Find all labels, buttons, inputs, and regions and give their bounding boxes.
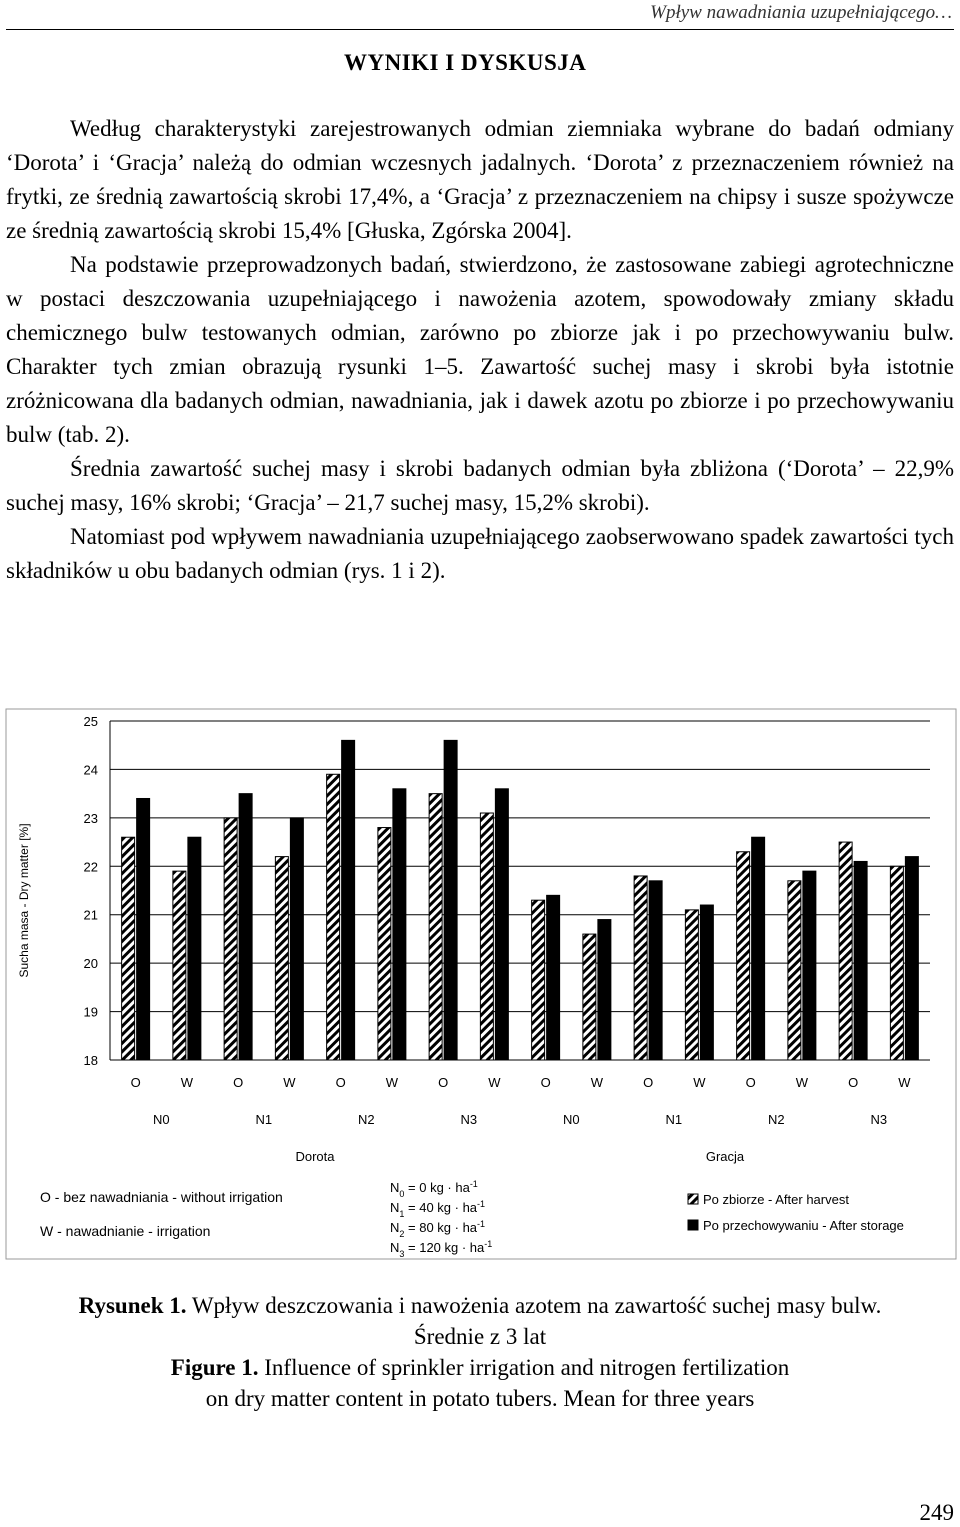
y-tick-label: 18 (83, 1053, 98, 1068)
header-rule (6, 29, 954, 30)
body-text (6, 112, 954, 588)
x-tick-label: W (590, 1075, 604, 1090)
bar-after-storage (495, 789, 508, 1060)
x-tick-label: O (848, 1075, 859, 1090)
x-tick-label: O (233, 1075, 244, 1090)
legend-nitrogen-symbol: N (390, 1220, 400, 1235)
legend-nitrogen-symbol: N (390, 1240, 400, 1255)
x-tick-label: O (438, 1075, 449, 1090)
bar-after-harvest (173, 871, 186, 1060)
caption-english-line-1 (0, 1352, 960, 1383)
bar-after-storage (803, 871, 816, 1060)
x-tick-label: W (795, 1075, 809, 1090)
bar-after-storage (854, 861, 867, 1060)
running-head: Wpływ nawadniania uzupełniającego… (650, 2, 952, 23)
legend-nitrogen-superscript: -1 (477, 1219, 486, 1229)
legend-nitrogen-dose: = 120 kg · ha (404, 1240, 485, 1255)
caption-polish-line-2: Średnie z 3 lat (413, 1324, 547, 1349)
x-tick-label: W (898, 1075, 911, 1090)
x-tick-label: O (643, 1075, 654, 1090)
bar-after-storage (700, 905, 713, 1060)
legend-nitrogen-item (390, 1199, 485, 1219)
legend-nitrogen-dose: = 80 kg · ha (404, 1220, 478, 1235)
nitrogen-group-label: N3 (460, 1112, 478, 1127)
bar-after-harvest (890, 866, 903, 1060)
legend-nitrogen-symbol: N (390, 1200, 400, 1215)
legend-irrigation-item: O - bez nawadniania - without irrigation (40, 1189, 283, 1205)
legend-nitrogen-subscript: 0 (399, 1189, 405, 1199)
bar-after-harvest (634, 876, 647, 1060)
legend-nitrogen-item (390, 1239, 492, 1259)
legend-after-harvest-label: Po zbiorze - After harvest (703, 1192, 849, 1207)
bar-after-harvest (378, 828, 391, 1060)
bar-after-storage (137, 798, 150, 1060)
bar-after-storage (905, 857, 918, 1060)
bar-after-harvest (788, 881, 801, 1060)
nitrogen-group-label: N0 (152, 1112, 170, 1127)
nitrogen-group-label: N2 (357, 1112, 375, 1127)
x-tick-label: O (540, 1075, 551, 1090)
bar-after-harvest (737, 852, 750, 1060)
caption-polish-text: Wpływ deszczowania i nawożenia azotem na zawartość suchej masy bulw. (186, 1293, 882, 1318)
legend-nitrogen-subscript: 1 (399, 1209, 405, 1219)
legend-after-harvest-swatch (688, 1194, 698, 1204)
y-tick-label: 22 (83, 859, 98, 875)
bar-after-storage (188, 837, 201, 1060)
bar-after-harvest (532, 900, 545, 1060)
variety-label: Dorota (295, 1149, 335, 1164)
legend-nitrogen-superscript: -1 (477, 1199, 486, 1209)
x-tick-label: W (180, 1075, 194, 1090)
bar-after-harvest (583, 934, 596, 1060)
legend-nitrogen-dose: = 40 kg · ha (404, 1200, 478, 1215)
y-tick-label: 19 (83, 1004, 98, 1020)
bar-after-storage (342, 740, 355, 1060)
section-title: WYNIKI I DYSKUSJA (344, 50, 587, 75)
caption-english-line-2: on dry matter content in potato tubers. Mean for three years (205, 1386, 755, 1411)
nitrogen-group-label: N1 (255, 1112, 273, 1127)
legend-after-storage-label: Po przechowywaniu - After storage (703, 1218, 904, 1233)
x-tick-label: W (693, 1075, 706, 1090)
bar-after-storage (290, 818, 303, 1060)
bar-after-storage (239, 794, 252, 1060)
legend-nitrogen-superscript: -1 (469, 1179, 478, 1189)
x-tick-label: O (130, 1075, 141, 1090)
legend-after-storage-swatch (688, 1220, 698, 1230)
caption-english-label: Figure 1. (170, 1355, 259, 1380)
variety-label: Gracja (705, 1149, 745, 1164)
paragraph-3: Średnia zawartość suchej masy i skrobi badanych odmian była zbliżona (‘Dorota’ – 22,9% suchej masy, 16% skrobi; ‘Gracja’ – 21,7 suchej masy, 15,2% skrobi). (6, 456, 954, 515)
nitrogen-group-label: N0 (562, 1112, 580, 1127)
dry-matter-chart (0, 705, 960, 1265)
bar-after-storage (393, 789, 406, 1060)
legend-nitrogen-item (390, 1179, 478, 1199)
legend-nitrogen-item (390, 1219, 485, 1239)
y-tick-label: 25 (83, 714, 98, 729)
nitrogen-group-label: N3 (870, 1112, 888, 1127)
legend-nitrogen-subscript: 2 (399, 1229, 405, 1239)
bar-after-harvest (839, 842, 852, 1060)
bar-after-harvest (480, 813, 493, 1060)
bar-after-storage (444, 740, 457, 1060)
legend-irrigation-item: W - nawadnianie - irrigation (40, 1223, 211, 1239)
figure-caption (0, 1290, 960, 1414)
y-tick-label: 23 (83, 810, 98, 826)
bar-after-harvest (327, 774, 340, 1060)
y-tick-label: 20 (83, 956, 98, 972)
legend-nitrogen-superscript: -1 (484, 1239, 493, 1249)
nitrogen-group-label: N1 (665, 1112, 683, 1127)
x-tick-label: W (283, 1075, 296, 1090)
legend-nitrogen-symbol: N (390, 1180, 400, 1195)
paragraph-2: Na podstawie przeprowadzonych badań, stwierdzono, że zastosowane zabiegi agrotechniczne w postaci deszczowania uzupełniającego i nawożenia azotem, spowodowały zmiany składu chemicznego bulw testowanych odmian, zarówno po zbiorze jak i po przechowywaniu bulw. Charakter tych zmian obrazują rysunki 1–5. Zawartość suchej masy i skrobi była istotnie zróżnicowana dla badanych odmian, nawadniania, jak i dawek azotu po zbiorze i po przechowywaniu bulw (tab. 2). (6, 252, 954, 447)
y-tick-label: 21 (83, 907, 98, 923)
bar-after-harvest (224, 818, 237, 1060)
bar-after-harvest (275, 857, 288, 1060)
caption-polish-line-1 (0, 1290, 960, 1321)
x-tick-label: O (745, 1075, 756, 1090)
bar-after-storage (547, 895, 560, 1060)
bar-after-harvest (685, 910, 698, 1060)
bar-after-harvest (429, 794, 442, 1060)
x-tick-label: W (385, 1075, 399, 1090)
x-tick-label: W (488, 1075, 501, 1090)
caption-polish-label: Rysunek 1. (78, 1293, 187, 1318)
bar-after-storage (598, 920, 611, 1060)
x-tick-label: O (335, 1075, 346, 1090)
legend-nitrogen-dose: = 0 kg · ha (404, 1180, 470, 1195)
page-number: 249 (919, 1500, 954, 1525)
y-tick-label: 24 (83, 762, 98, 778)
nitrogen-group-label: N2 (767, 1112, 785, 1127)
bar-after-storage (649, 881, 662, 1060)
bar-after-storage (752, 837, 765, 1060)
paragraph-1: Według charakterystyki zarejestrowanych odmian ziemniaka wybrane do badań odmiany ‘Dorota’ i ‘Gracja’ należą do odmian wczesnych jadalnych. ‘Dorota’ z przeznaczeniem również na frytki, ze średnią zawartością skrobi 17,4%, a ‘Gracja’ z przeznaczeniem na chipsy i susze spożywcze ze średnią zawartością skrobi 15,4% [Głuska, Zgórska 2004]. (6, 116, 954, 243)
bar-after-harvest (122, 837, 135, 1060)
y-axis-label: Sucha masa - Dry matter [%] (17, 823, 31, 978)
caption-english-text: Influence of sprinkler irrigation and nitrogen fertilization (258, 1355, 790, 1380)
paragraph-4: Natomiast pod wpływem nawadniania uzupełniającego zaobserwowano spadek zawartości tych składników u obu badanych odmian (rys. 1 i 2). (6, 524, 954, 583)
legend-nitrogen-subscript: 3 (399, 1249, 405, 1259)
